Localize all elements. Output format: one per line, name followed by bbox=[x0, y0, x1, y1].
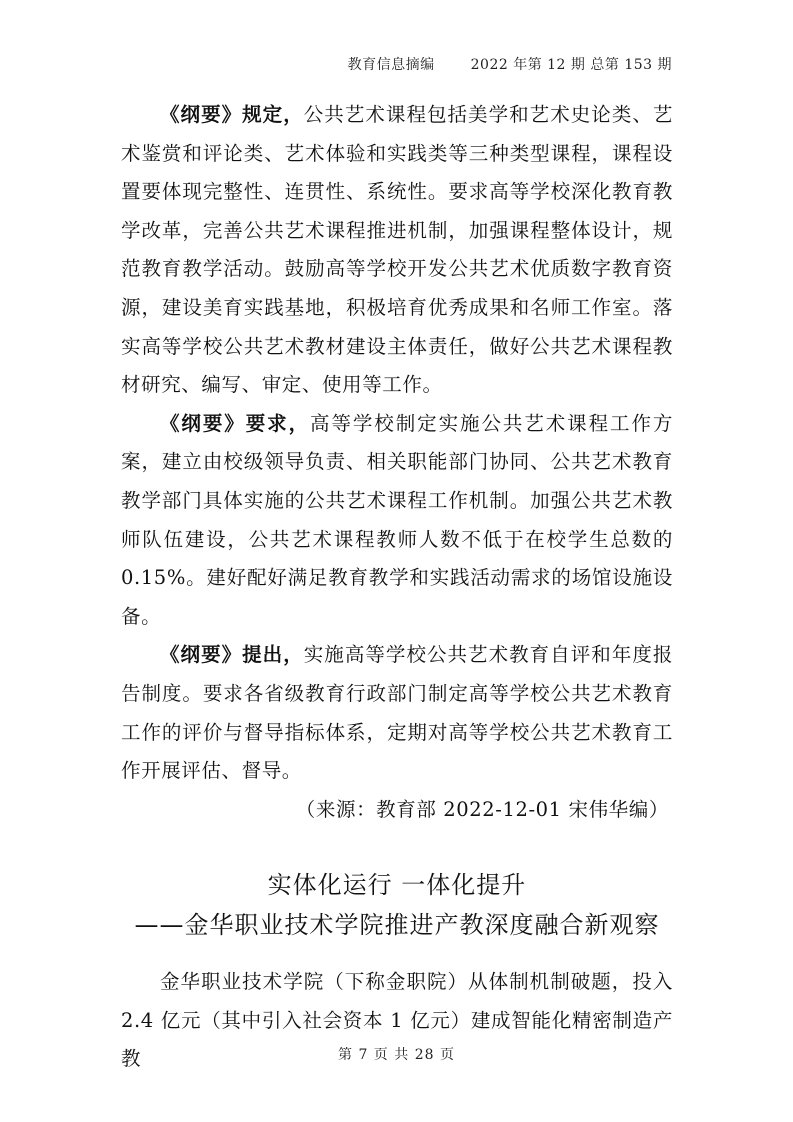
paragraph-lead: 《纲要》要求， bbox=[160, 411, 311, 435]
paragraph-lead: 《纲要》提出， bbox=[160, 643, 304, 667]
paragraph-text: 高等学校制定实施公共艺术课程工作方案，建立由校级领导负责、相关职能部门协同、公共艺术教育教学部门具体实施的公共艺术课程工作机制。加强公共艺术教师队伍建设，公共艺术课程教师人数不低于在校学生总数的 0.15%。建好配好满足教育教学和实践活动需求的场馆设施设备。 bbox=[121, 411, 673, 628]
page-content bbox=[121, 96, 673, 1079]
paragraph-text: 实施高等学校公共艺术教育自评和年度报告制度。要求各省级教育行政部门制定高等学校公共艺术教育工作的评价与督导指标体系，定期对高等学校公共艺术教育工作开展评估、督导。 bbox=[121, 643, 673, 783]
publication-name: 教育信息摘编 bbox=[347, 57, 435, 73]
paragraph bbox=[121, 636, 673, 790]
issue-info: 2022 年第 12 期 总第 153 期 bbox=[470, 57, 672, 73]
page-number: 第 7 页 共 28 页 bbox=[338, 1047, 455, 1063]
article-title: 实体化运行 一体化提升 bbox=[267, 871, 527, 900]
paragraph bbox=[121, 405, 673, 637]
paragraph bbox=[121, 96, 673, 405]
page-header bbox=[348, 54, 672, 74]
source-attribution: （来源：教育部 2022-12-01 宋伟华编） bbox=[295, 797, 669, 821]
paragraph-text: 公共艺术课程包括美学和艺术史论类、艺术鉴赏和评论类、艺术体验和实践类等三种类型课程，课程设置要体现完整性、连贯性、系统性。要求高等学校深化教育教学改革，完善公共艺术课程推进机制，加强课程整体设计，规范教育教学活动。鼓励高等学校开发公共艺术优质数字教育资源，建设美育实践基地，积极培育优秀成果和名师工作室。落实高等学校公共艺术教材建设主体责任，做好公共艺术课程教材研究、编写、审定、使用等工作。 bbox=[121, 103, 673, 397]
article-subtitle: ——金华职业技术学院推进产教深度融合新观察 bbox=[134, 911, 660, 940]
article-title-block bbox=[121, 865, 673, 945]
paragraph-lead: 《纲要》规定， bbox=[160, 103, 304, 126]
article-body: 金华职业技术学院（下称金职院）从体制机制破题，投入 2.4 亿元（其中引入社会资本 1 亿元）建成智能化精密制造产教 bbox=[121, 970, 673, 1071]
